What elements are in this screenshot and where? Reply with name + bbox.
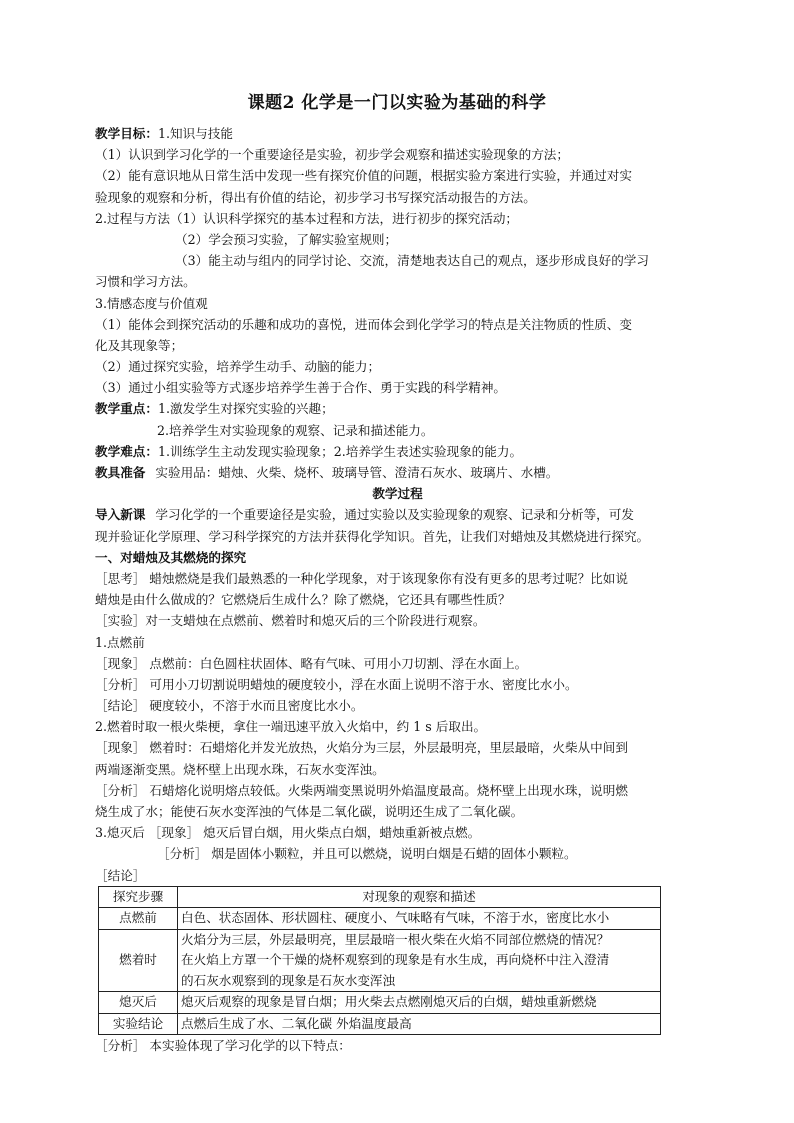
intro-text: 学习化学的一个重要途径是实验，通过实验以及实验现象的观察、记录和分析等，可发 bbox=[155, 507, 634, 523]
table-row bbox=[99, 992, 661, 1014]
teaching-goals-line bbox=[95, 123, 700, 144]
table-desc-line: 的石灰水观察到的现象是石灰水变浑浊 bbox=[181, 972, 396, 988]
table-row bbox=[99, 908, 661, 930]
goal-line: 习惯和学习方法。 bbox=[95, 274, 196, 290]
intro-text: 现并验证化学原理、学习科学探究的方法并获得化学知识。首先，让我们对蜡烛及其燃烧进行探究。 bbox=[95, 528, 650, 544]
table-desc-cell bbox=[178, 929, 661, 992]
difficulty-text: 1.训练学生主动发现实验现象；2.培养学生表述实验现象的能力。 bbox=[157, 443, 523, 459]
table-step-cell: 实验结论 bbox=[99, 1013, 178, 1035]
key-point: 2.培养学生对实验现象的观察、记录和描述能力。 bbox=[157, 422, 434, 438]
goal-line: 验现象的观察和分析，得出有价值的结论，初步学习书写探究活动报告的方法。 bbox=[95, 189, 536, 205]
table-desc-line: 在火焰上方罩一个干燥的烧杯观察到的现象是有水生成，再向烧杯中注入澄清 bbox=[181, 952, 610, 968]
table-step-cell: 熄灭后 bbox=[99, 992, 178, 1014]
table-desc-cell bbox=[178, 992, 661, 1014]
goal-line: （2）学会预习实验，了解实验室规则； bbox=[175, 231, 398, 247]
think-line: ［思考］ 蜡烛燃烧是我们最熟悉的一种化学现象，对于该现象你有没有更多的思考过呢？比如说 bbox=[95, 570, 628, 586]
goal-line: 2.过程与方法（1）认识科学探究的基本过程和方法，进行初步的探究活动； bbox=[95, 210, 519, 226]
experiment-line: ［实验］对一支蜡烛在点燃前、燃着时和熄灭后的三个阶段进行观察。 bbox=[95, 613, 486, 629]
analysis-line: ［分析］ 可用小刀切割说明蜡烛的硬度较小，浮在水面上说明不溶于水、密度比水小。 bbox=[95, 676, 578, 692]
results-table bbox=[98, 886, 661, 1036]
lesson-body bbox=[95, 123, 700, 1056]
table-header-cell: 探究步骤 bbox=[99, 886, 178, 908]
table-row bbox=[99, 1013, 661, 1035]
table-row bbox=[99, 929, 661, 992]
observation-line: ［现象］ 点燃前：白色圆柱状固体、略有气味、可用小刀切割、浮在水面上。 bbox=[95, 655, 528, 671]
step-title: 3.熄灭后 ［现象］ 熄灭后冒白烟，用火柴点白烟，蜡烛重新被点燃。 bbox=[95, 825, 481, 841]
key-point: 1.激发学生对探究实验的兴趣； bbox=[157, 401, 334, 417]
observation-line: 两端逐渐变黑。烧杯壁上出现水珠，石灰水变浑浊。 bbox=[95, 761, 385, 777]
step-title: 2.燃着时取一根火柴梗，拿住一端迅速平放入火焰中，约 1 s 后取出。 bbox=[95, 719, 487, 735]
table-desc-line: 火焰分为三层，外层最明亮，里层最暗一根火柴在火焰不同部位燃烧的情况？ bbox=[181, 931, 610, 947]
key-points-line bbox=[95, 398, 700, 419]
table-desc-cell bbox=[178, 908, 661, 930]
conclusion-label: ［结论］ bbox=[95, 867, 146, 883]
step-title: 1.点燃前 bbox=[95, 634, 145, 650]
table-step-cell: 点燃前 bbox=[99, 908, 178, 930]
difficulty-label: 教学难点： bbox=[95, 443, 158, 459]
table-desc-line: 白色、状态固体、形状圆柱、硬度小、气味略有气味，不溶于水，密度比水小 bbox=[181, 910, 610, 926]
goal-line: （3）通过小组实验等方式逐步培养学生善于合作、勇于实践的科学精神。 bbox=[95, 380, 507, 396]
goal-line: （1）认识到学习化学的一个重要途径是实验，初步学会观察和描述实验现象的方法； bbox=[95, 147, 569, 163]
analysis-line: ［分析］ 烟是固体小颗粒，并且可以燃烧，说明白烟是石蜡的固体小颗粒。 bbox=[157, 846, 577, 862]
table-desc-cell bbox=[178, 1013, 661, 1035]
goals-knowledge: 1.知识与技能 bbox=[157, 126, 233, 141]
page-title: 课题2 化学是一门以实验为基础的科学 bbox=[247, 93, 547, 113]
goal-line: （3）能主动与组内的同学讨论、交流，清楚地表达自己的观点，逐步形成良好的学习 bbox=[175, 253, 649, 269]
tools-label: 教具准备 bbox=[95, 465, 146, 480]
difficulty-line bbox=[95, 441, 700, 462]
analysis-line: 烧生成了水；能使石灰水变浑浊的气体是二氧化碳，说明还生成了二氧化碳。 bbox=[95, 804, 524, 819]
goal-line: 3.情感态度与价值观 bbox=[95, 295, 208, 311]
key-points-label: 教学重点： bbox=[95, 401, 158, 417]
goal-line: （1）能体会到探究活动的乐趣和成功的喜悦，进而体会到化学学习的特点是关注物质的性质、变 bbox=[95, 316, 632, 332]
intro-label: 导入新课 bbox=[95, 507, 146, 523]
goal-line: （2）能有意识地从日常生活中发现一些有探究价值的问题，根据实验方案进行实验，并通过对实 bbox=[95, 168, 632, 184]
teaching-goals-label: 教学目标： bbox=[95, 126, 158, 141]
process-heading: 教学过程 bbox=[372, 486, 423, 502]
tools-text: 实验用品：蜡烛、火柴、烧杯、玻璃导管、澄清石灰水、玻璃片、水槽。 bbox=[155, 465, 559, 480]
final-analysis-line: ［分析］ 本实验体现了学习化学的以下特点： bbox=[95, 1038, 351, 1054]
table-step-cell: 燃着时 bbox=[99, 929, 178, 992]
analysis-line: ［分析］ 石蜡熔化说明熔点较低。火柴两端变黑说明外焰温度最高。烧杯壁上出现水珠，说明燃 bbox=[95, 782, 628, 798]
table-desc-line: 熄灭后观察的现象是冒白烟；用火柴去点燃刚熄灭后的白烟，蜡烛重新燃烧 bbox=[181, 994, 597, 1010]
tools-line bbox=[95, 462, 700, 483]
table-header-row bbox=[99, 886, 661, 908]
table-desc-line: 点燃后生成了水、二氧化碳 外焰温度最高 bbox=[181, 1015, 412, 1031]
goal-line: （2）通过探究实验，培养学生动手、动脑的能力； bbox=[95, 359, 381, 375]
section-heading: 一、对蜡烛及其燃烧的探究 bbox=[95, 549, 247, 565]
think-line: 蜡烛是由什么做成的？它燃烧后生成什么？除了燃烧，它还具有哪些性质？ bbox=[95, 592, 511, 608]
table-header-cell: 对现象的观察和描述 bbox=[178, 886, 661, 908]
observation-line: ［现象］ 燃着时：石蜡熔化并发光放热，火焰分为三层，外层最明亮，里层最暗，火柴从中间到 bbox=[95, 740, 628, 756]
conclusion-line: ［结论］ 硬度较小，不溶于水而且密度比水小。 bbox=[95, 698, 364, 714]
goal-line: 化及其现象等； bbox=[95, 337, 184, 353]
intro-line bbox=[95, 504, 700, 525]
